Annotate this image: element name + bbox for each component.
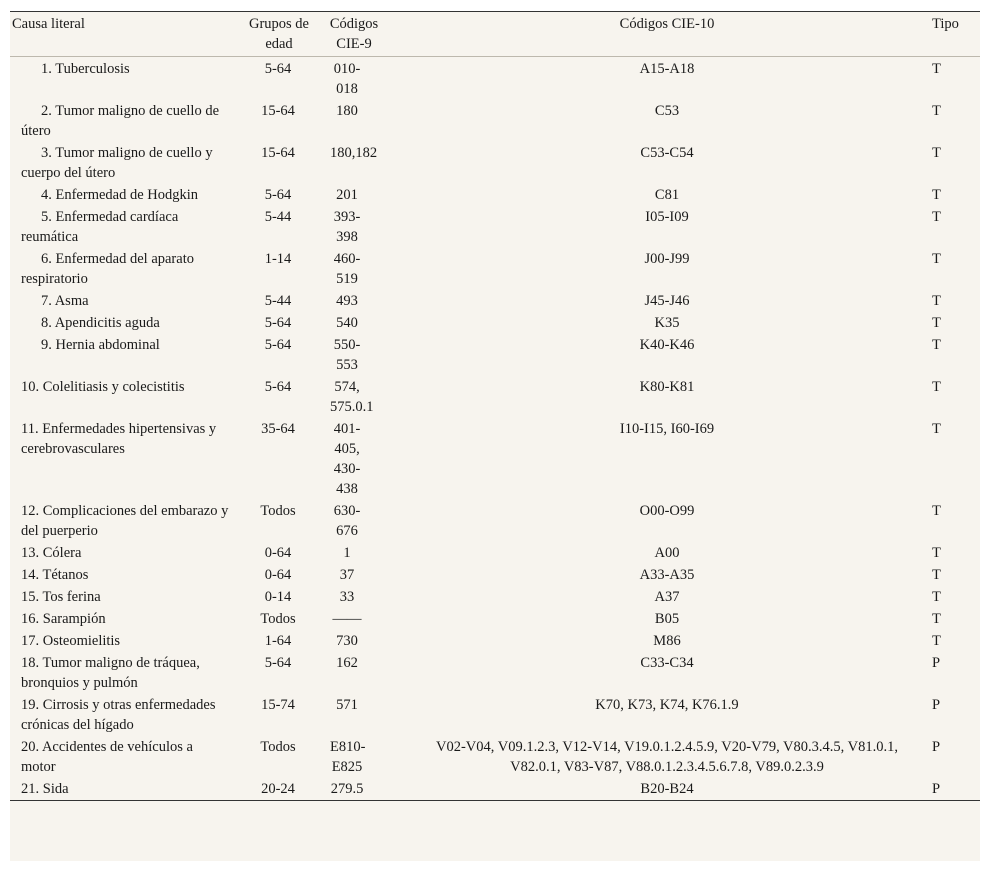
cell-causa: 14. Tétanos: [21, 567, 89, 583]
cell-cie9: E810-E825: [330, 739, 366, 775]
cell-cie9: 630-676: [333, 503, 361, 539]
cell-cie10: A33-A35: [639, 567, 695, 583]
cell-cie10: B05: [654, 611, 680, 627]
cell-grupo: 5-64: [264, 655, 292, 671]
cell-tipo: T: [932, 567, 941, 583]
cell-cie10: C33-C34: [640, 655, 694, 671]
cell-tipo: T: [932, 421, 941, 437]
cell-grupo: 0-64: [264, 567, 292, 583]
cell-causa: 1. Tuberculosis: [41, 61, 130, 77]
cell-tipo: T: [932, 103, 941, 119]
cell-tipo: T: [932, 589, 941, 605]
cell-tipo: T: [932, 293, 941, 309]
cell-causa: 6. Enfermedad del aparato respiratorio: [21, 251, 194, 287]
cell-grupo: 5-64: [264, 379, 292, 395]
table-row: [10, 57, 980, 101]
cell-causa: 15. Tos ferina: [21, 589, 101, 605]
cell-tipo: T: [932, 545, 941, 561]
cell-causa: 9. Hernia abdominal: [41, 337, 160, 353]
header-row: [10, 12, 980, 57]
cell-causa: 18. Tumor maligno de tráquea, bronquios y pulmón: [21, 655, 200, 691]
cell-cie9: 730: [336, 633, 358, 649]
cell-grupo: 5-44: [264, 209, 292, 225]
causes-table: [10, 11, 980, 801]
cell-grupo: 15-74: [261, 697, 295, 713]
header-cie9: Códigos CIE-9: [329, 16, 379, 52]
cell-causa: 17. Osteomielitis: [21, 633, 121, 649]
cell-cie10: M86: [653, 633, 681, 649]
cell-grupo: 20-24: [261, 781, 295, 797]
table-row: [10, 184, 980, 206]
cell-grupo: 1-14: [264, 251, 292, 267]
cell-cie10: K35: [654, 315, 680, 331]
cell-grupo: 35-64: [261, 421, 295, 437]
cell-causa: 7. Asma: [41, 293, 89, 309]
table-row: [10, 586, 980, 608]
cell-causa: 10. Colelitiasis y colecistitis: [21, 379, 185, 395]
cell-grupo: 5-64: [264, 337, 292, 353]
cell-tipo: P: [932, 739, 941, 755]
table-row: [10, 100, 980, 142]
cell-causa: 4. Enfermedad de Hodgkin: [41, 187, 199, 203]
cell-tipo: T: [932, 209, 941, 225]
cell-cie9: 1: [343, 545, 351, 561]
cell-cie10: B20-B24: [640, 781, 694, 797]
table-row: [10, 608, 980, 630]
cell-cie10: K70, K73, K74, K76.1.9: [595, 697, 739, 713]
cell-tipo: T: [932, 61, 941, 77]
cell-grupo: 0-64: [264, 545, 292, 561]
cell-cie9: 180: [336, 103, 358, 119]
cell-tipo: T: [932, 633, 941, 649]
table-page: [10, 11, 980, 861]
cell-tipo: T: [932, 187, 941, 203]
cell-cie9: ——: [332, 611, 362, 627]
cell-cie10: C53-C54: [640, 145, 694, 161]
header-cie10: Códigos CIE-10: [619, 16, 715, 32]
table-row: [10, 652, 980, 694]
cell-tipo: T: [932, 315, 941, 331]
cell-causa: 16. Sarampión: [21, 611, 106, 627]
cell-causa: 8. Apendicitis aguda: [41, 315, 160, 331]
table-row: [10, 500, 980, 542]
cell-cie9: 201: [336, 187, 358, 203]
cell-cie10: I10-I15, I60-I69: [619, 421, 715, 437]
table-row: [10, 736, 980, 778]
cell-causa: 19. Cirrosis y otras enfermedades crónicas del hígado: [21, 697, 216, 733]
table-row: [10, 142, 980, 184]
cell-grupo: 15-64: [261, 103, 295, 119]
cell-tipo: T: [932, 337, 941, 353]
cell-grupo: 1-64: [264, 633, 292, 649]
header-causa: Causa literal: [12, 16, 85, 32]
cell-tipo: P: [932, 655, 941, 671]
cell-cie9: 33: [339, 589, 355, 605]
cell-cie9: 540: [336, 315, 358, 331]
cell-grupo: 5-64: [264, 315, 292, 331]
table-row: [10, 778, 980, 801]
table-row: [10, 312, 980, 334]
table-row: [10, 418, 980, 500]
cell-tipo: P: [932, 781, 941, 797]
cell-cie9: 180,182: [330, 145, 378, 161]
cell-causa: 11. Enfermedades hipertensivas y cerebrovasculares: [21, 421, 217, 457]
table-row: [10, 206, 980, 248]
cell-tipo: P: [932, 697, 941, 713]
cell-tipo: T: [932, 503, 941, 519]
cell-cie10: J45-J46: [644, 293, 690, 309]
cell-causa: 5. Enfermedad cardíaca reumática: [21, 209, 179, 245]
cell-grupo: Todos: [260, 739, 296, 755]
cell-cie10: I05-I09: [645, 209, 689, 225]
cell-cie10: O00-O99: [639, 503, 695, 519]
cell-causa: 20. Accidentes de vehículos a motor: [21, 739, 193, 775]
cell-tipo: T: [932, 145, 941, 161]
cell-grupo: Todos: [260, 503, 296, 519]
cell-grupo: 5-64: [264, 187, 292, 203]
table-row: [10, 694, 980, 736]
cell-cie10: K40-K46: [639, 337, 695, 353]
table-row: [10, 334, 980, 376]
cell-grupo: 0-14: [264, 589, 292, 605]
table-row: [10, 630, 980, 652]
table-row: [10, 290, 980, 312]
cell-cie9: 37: [339, 567, 355, 583]
cell-cie9: 571: [336, 697, 358, 713]
cell-causa: 13. Cólera: [21, 545, 82, 561]
cell-cie9: 162: [336, 655, 358, 671]
table-row: [10, 248, 980, 290]
cell-causa: 2. Tumor maligno de cuello de útero: [21, 103, 220, 139]
cell-cie10: K80-K81: [639, 379, 695, 395]
table-row: [10, 564, 980, 586]
cell-tipo: T: [932, 611, 941, 627]
cell-causa: 21. Sida: [21, 781, 69, 797]
cell-cie9: 460-519: [333, 251, 361, 287]
cell-cie9: 574, 575.0.1: [330, 379, 374, 415]
cell-cie10: V02-V04, V09.1.2.3, V12-V14, V19.0.1.2.4.5.9, V20-V79, V80.3.4.5, V81.0.1, V82.0.1, V83-V87, V88.0.1.2.3.4.5.6.7.8, V89.0.2.3.9: [435, 739, 898, 775]
cell-cie9: 010-018: [333, 61, 361, 97]
cell-grupo: 15-64: [261, 145, 295, 161]
cell-grupo: 5-44: [264, 293, 292, 309]
cell-cie10: C53: [654, 103, 680, 119]
cell-cie9: 550-553: [333, 337, 361, 373]
cell-cie10: A37: [654, 589, 680, 605]
header-grupos: Grupos de edad: [248, 16, 309, 52]
cell-cie9: 493: [336, 293, 358, 309]
table-row: [10, 542, 980, 564]
cell-cie10: J00-J99: [644, 251, 690, 267]
table-row: [10, 376, 980, 418]
cell-tipo: T: [932, 379, 941, 395]
cell-grupo: 5-64: [264, 61, 292, 77]
cell-grupo: Todos: [260, 611, 296, 627]
header-tipo: Tipo: [932, 16, 959, 32]
cell-cie10: C81: [654, 187, 680, 203]
cell-causa: 3. Tumor maligno de cuello y cuerpo del útero: [21, 145, 213, 181]
cell-tipo: T: [932, 251, 941, 267]
cell-cie9: 279.5: [330, 781, 364, 797]
cell-cie10: A00: [654, 545, 680, 561]
cell-cie9: 393-398: [333, 209, 361, 245]
cell-cie10: A15-A18: [639, 61, 695, 77]
cell-causa: 12. Complicaciones del embarazo y del puerperio: [21, 503, 229, 539]
cell-cie9: 401-405, 430-438: [333, 421, 361, 497]
